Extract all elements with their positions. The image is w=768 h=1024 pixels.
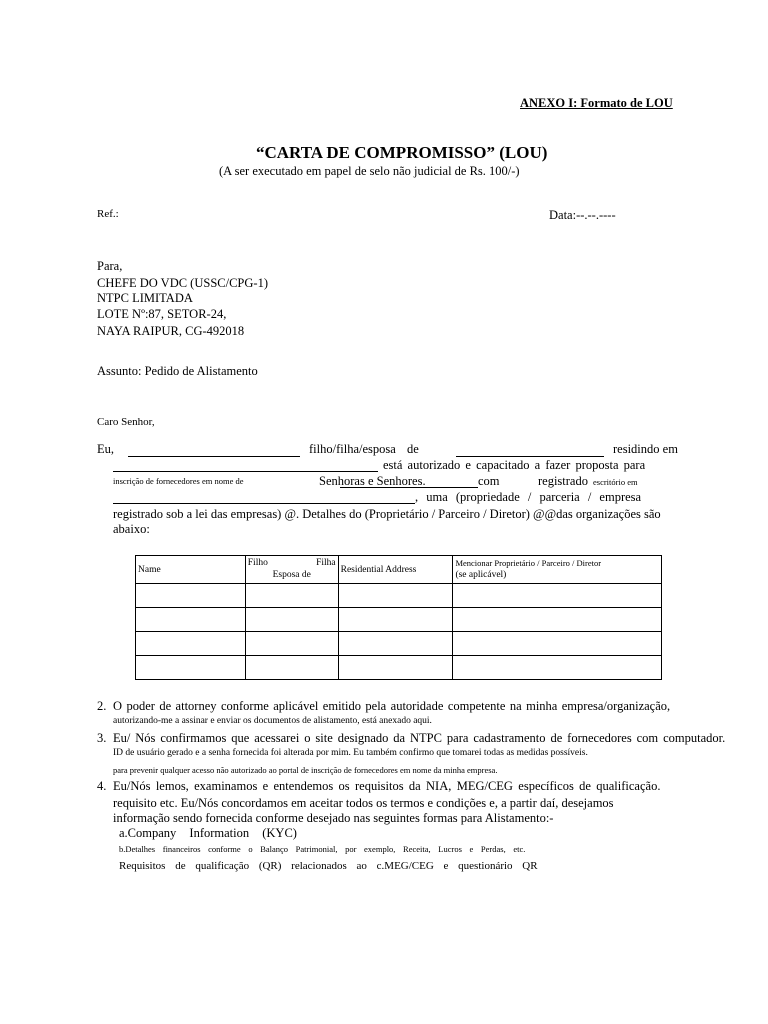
salutation: Caro Senhor,: [97, 416, 155, 428]
para1-registrado: registrado: [538, 474, 588, 488]
blank-parent: [456, 456, 604, 457]
document-title: “CARTA DE COMPROMISSO” (LOU): [256, 143, 548, 162]
blank-company: [340, 487, 478, 488]
address-line-2: NTPC LIMITADA: [97, 291, 193, 305]
table-row[interactable]: [136, 608, 662, 632]
item-3-line-2: ID de usuário gerado e a senha fornecida foi alterada por mim. Eu também confirmo que tomarei todas as medidas possíveis.: [113, 748, 588, 758]
item-4-line-2: requisito etc. Eu/Nós concordamos em aceitar todos os termos e condições e, a partir daí, desejamos: [113, 796, 614, 810]
table-row[interactable]: [136, 656, 662, 680]
blank-office: [113, 503, 415, 504]
para1-abaixo: abaixo:: [113, 522, 150, 536]
para1-filho: filho/filha/esposa: [309, 442, 396, 456]
annex-heading: ANEXO I: Formato de LOU: [520, 96, 673, 110]
address-to: Para,: [97, 259, 123, 273]
details-table: [135, 555, 662, 680]
para1-residindo: residindo em: [613, 442, 678, 456]
item-4-a: a.Company Information (KYC): [119, 826, 297, 840]
blank-residence: [113, 471, 378, 472]
item-3-line-3: para prevenir qualquer acesso não autorizado ao portal de inscrição de fornecedores em nome da minha empresa.: [113, 765, 498, 775]
subject-line: Assunto: Pedido de Alistamento: [97, 364, 258, 378]
para1-de: de: [407, 442, 419, 456]
para1-com: com: [478, 474, 500, 488]
item-2-number: 2.: [97, 699, 107, 713]
para1-esta: está autorizado e capacitado a fazer proposta para: [383, 458, 646, 472]
para1-uma: , uma (propriedade / parceria / empresa: [415, 490, 642, 504]
document-subtitle: (A ser executado em papel de selo não judicial de Rs. 100/-): [219, 164, 520, 178]
col-header-mention: Mencionar Proprietário / Parceiro / Diretor (se aplicável): [453, 556, 662, 584]
item-4-c: Requisitos de qualificação (QR) relacionados ao c.MEG/CEG e questionário QR: [119, 860, 538, 872]
col-header-relation: Filho Filha Esposa de: [245, 556, 338, 584]
address-line-3: LOTE Nº:87, SETOR-24,: [97, 307, 227, 321]
item-4-line-3: informação sendo fornecida conforme desejado nas seguintes formas para Alistamento:-: [113, 811, 554, 825]
para1-line5: registrado sob a lei das empresas) @. Detalhes do (Proprietário / Parceiro / Diretor) @@das organizações são: [113, 507, 661, 521]
address-line-1: CHEFE DO VDC (USSC/CPG-1): [97, 276, 268, 290]
item-4-line-1: Eu/Nós lemos, examinamos e entendemos os requisitos da NIA, MEG/CEG específicos de qualificação.: [113, 779, 661, 793]
item-2-line-1: O poder de attorney conforme aplicável emitido pela autoridade competente na minha empresa/organização,: [113, 699, 671, 713]
date-label: Data:--.--.----: [549, 208, 616, 222]
item-3-number: 3.: [97, 731, 107, 745]
address-line-4: NAYA RAIPUR, CG-492018: [97, 324, 245, 338]
table-header-row: [136, 556, 662, 584]
col-header-name: Name: [136, 556, 246, 584]
para1-inscricao: inscrição de fornecedores em nome de: [113, 476, 244, 486]
para1-escritorio: escritório em: [593, 477, 638, 487]
item-4-number: 4.: [97, 779, 107, 793]
table-row[interactable]: [136, 632, 662, 656]
item-2-line-2: autorizando-me a assinar e enviar os documentos de alistamento, está anexado aqui.: [113, 716, 432, 726]
item-4-b: b.Detalhes financeiros conforme o Balanço Patrimonial, por exemplo, Receita, Lucros e Perdas, etc.: [119, 844, 526, 854]
ref-label: Ref.:: [97, 208, 119, 220]
para1-senhoras: Senhoras e Senhores.: [319, 474, 426, 488]
table-row[interactable]: [136, 584, 662, 608]
blank-name: [128, 456, 300, 457]
item-3-line-1: Eu/ Nós confirmamos que acessarei o site designado da NTPC para cadastramento de fornecedores com computador.: [113, 731, 726, 745]
col-header-address: Residential Address: [338, 556, 453, 584]
para1-eu: Eu,: [97, 442, 115, 456]
